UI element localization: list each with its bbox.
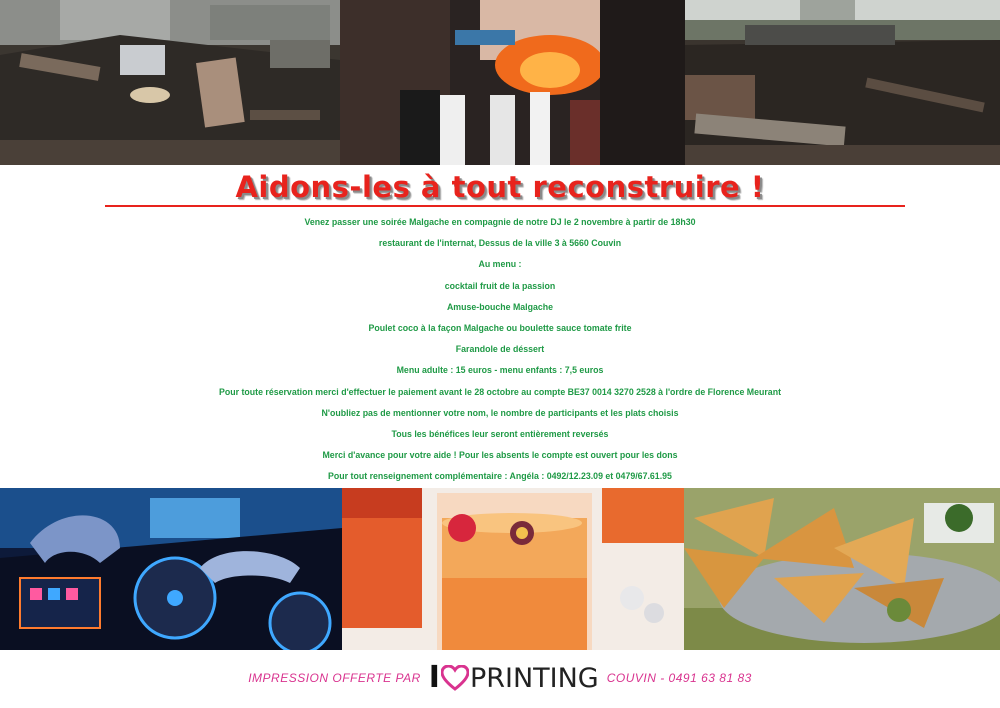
printing-logo (428, 660, 599, 695)
headline-underline (105, 205, 905, 207)
payment-line: Pour toute réservation merci d'effectuer le paiement avant le 28 octobre au compte BE37 0014 3270 2528 à l'ordre de Florence Meurant (218, 386, 782, 397)
invitation-line: Venez passer une soirée Malgache en compagnie de notre DJ le 2 novembre à partir de 18h30 (304, 217, 696, 227)
venue-line: restaurant de l'internat, Dessus de la ville 3 à 5660 Couvin (378, 238, 622, 249)
street-fire-photo (340, 0, 685, 165)
contact-line: Pour tout renseignement complémentaire : Angéla : 0492/12.23.09 et 0479/67.61.95 (328, 471, 672, 482)
samosas-platter-photo (684, 488, 1000, 650)
menu-item-dessert: Farandole de déssert (455, 344, 545, 355)
menu-item-amuse-bouche: Amuse-bouche Malgache (446, 301, 554, 312)
footer-suffix: COUVIN - 0491 63 81 83 (606, 671, 752, 685)
passion-fruit-cocktail-photo (342, 488, 684, 650)
heart-icon (441, 665, 469, 691)
price-line: Menu adulte : 15 euros - menu enfants : 7,5 euros (396, 365, 604, 376)
top-photo-row (0, 0, 1000, 165)
logo-letter-i: I (428, 660, 440, 695)
logo-word-printing: PRINTING (469, 662, 599, 694)
menu-heading: Au menu : (478, 259, 522, 270)
ruined-village-photo (685, 0, 1000, 165)
thanks-line: Merci d'avance pour votre aide ! Pour les absents le compte est ouvert pour les dons (322, 450, 678, 461)
bottom-photo-row (0, 488, 1000, 650)
burned-debris-photo (0, 0, 340, 165)
headline: Aidons-les à tout reconstruire ! (235, 170, 765, 204)
profits-line: Tous les bénéfices leur seront entièrement reversés (391, 428, 609, 439)
reminder-line: N'oubliez pas de mentionner votre nom, le nombre de participants et les plats choisis (321, 407, 679, 418)
menu-item-main: Poulet coco à la façon Malgache ou boulette sauce tomate frite (368, 322, 632, 333)
footer-prefix: IMPRESSION OFFERTE PAR (248, 671, 421, 685)
event-details (0, 212, 1000, 487)
menu-item-cocktail: cocktail fruit de la passion (444, 280, 556, 291)
footer-sponsor (0, 660, 1000, 696)
dj-mixer-photo (0, 488, 342, 650)
